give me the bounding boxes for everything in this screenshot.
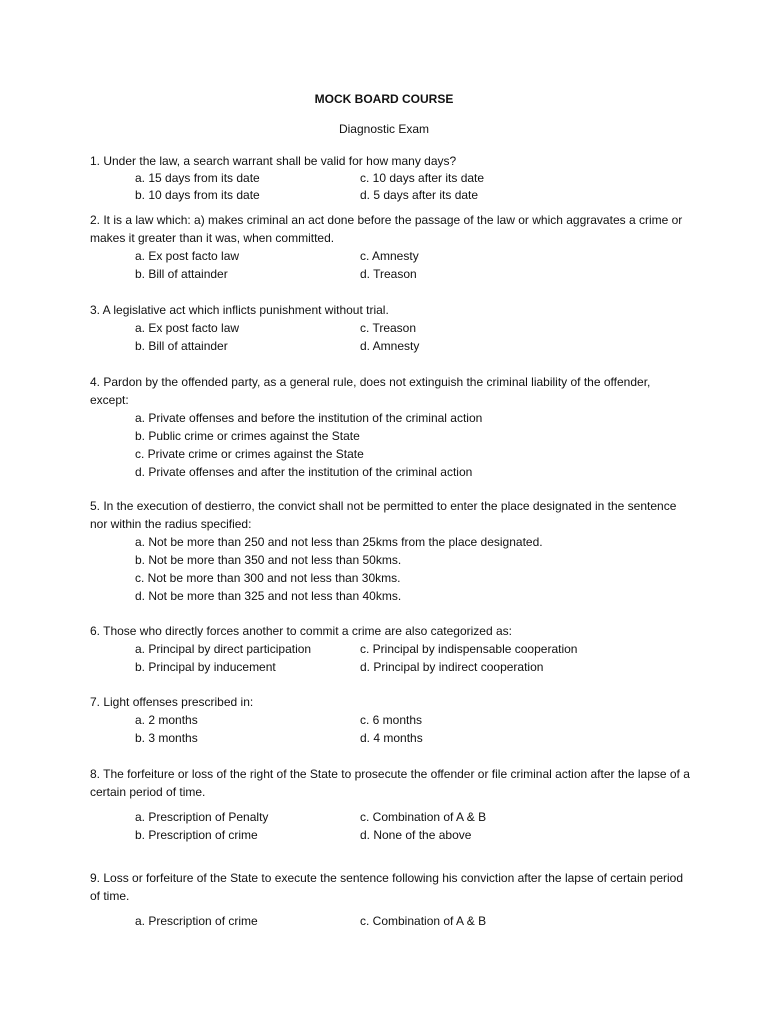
- option-c: c. Not be more than 300 and not less than 30kms.: [135, 571, 401, 585]
- question-stem: 8. The forfeiture or loss of the right of the State to prosecute the offender or file criminal action after the lapse of a certain period of time.: [90, 767, 690, 799]
- option-a: a. 2 months: [135, 713, 198, 727]
- answer-options: [135, 319, 690, 355]
- option-b: b. Bill of attainder: [135, 267, 228, 281]
- option-b: b. 10 days from its date: [135, 188, 260, 202]
- question-1: [90, 152, 690, 204]
- question-stem: 1. Under the law, a search warrant shall be valid for how many days?: [90, 154, 457, 168]
- question-9: [90, 869, 690, 930]
- question-stem: 6. Those who directly forces another to commit a crime are also categorized as:: [90, 624, 512, 638]
- option-a: a. Ex post facto law: [135, 249, 240, 263]
- option-d: d. Treason: [360, 267, 417, 281]
- question-stem: 3. A legislative act which inflicts punishment without trial.: [90, 303, 389, 317]
- option-a: a. Prescription of crime: [135, 914, 258, 928]
- option-d: d. Not be more than 325 and not less than 40kms.: [135, 589, 402, 603]
- option-c: c. Amnesty: [360, 249, 419, 263]
- option-d: d. None of the above: [360, 828, 472, 842]
- option-a: a. Prescription of Penalty: [135, 810, 269, 824]
- answer-options: [135, 640, 690, 676]
- question-stem: 2. It is a law which: a) makes criminal an act done before the passage of the law or which aggravates a crime or makes it greater than it was, when committed.: [90, 213, 683, 245]
- question-stem: 7. Light offenses prescribed in:: [90, 695, 254, 709]
- option-b: b. Prescription of crime: [135, 828, 258, 842]
- answer-options: [135, 711, 690, 747]
- answer-options: [135, 247, 690, 283]
- answer-options: [135, 409, 690, 481]
- question-6: [90, 622, 690, 676]
- question-8: [90, 765, 690, 844]
- option-a: a. 15 days from its date: [135, 171, 260, 185]
- option-b: b. Public crime or crimes against the State: [135, 429, 360, 443]
- option-d: d. Private offenses and after the institution of the criminal action: [135, 465, 473, 479]
- option-c: c. Private crime or crimes against the State: [135, 447, 364, 461]
- option-b: b. Not be more than 350 and not less than 50kms.: [135, 553, 402, 567]
- option-a: a. Not be more than 250 and not less than 25kms from the place designated.: [135, 535, 543, 549]
- option-c: c. Treason: [360, 321, 417, 335]
- option-b: b. Principal by inducement: [135, 660, 276, 674]
- option-b: b. 3 months: [135, 731, 198, 745]
- option-d: d. 5 days after its date: [360, 188, 479, 202]
- option-d: d. Principal by indirect cooperation: [360, 660, 544, 674]
- document-title: MOCK BOARD COURSE: [314, 92, 454, 106]
- question-4: [90, 373, 690, 481]
- option-a: a. Private offenses and before the institution of the criminal action: [135, 411, 483, 425]
- answer-options: [135, 912, 690, 930]
- question-2: [90, 211, 690, 283]
- option-c: c. Combination of A & B: [360, 914, 487, 928]
- question-7: [90, 693, 690, 747]
- option-d: d. 4 months: [360, 731, 423, 745]
- option-c: c. 6 months: [360, 713, 423, 727]
- question-stem: 5. In the execution of destierro, the convict shall not be permitted to enter the place designated in the sentence nor within the radius specified:: [90, 499, 677, 531]
- question-stem: 4. Pardon by the offended party, as a general rule, does not extinguish the criminal liability of the offender, except:: [90, 375, 651, 407]
- option-c: c. Combination of A & B: [360, 810, 487, 824]
- answer-options: [135, 170, 690, 204]
- question-stem: 9. Loss or forfeiture of the State to execute the sentence following his conviction after the lapse of certain period of time.: [90, 871, 684, 903]
- option-d: d. Amnesty: [360, 339, 420, 353]
- question-3: [90, 301, 690, 355]
- answer-options: [135, 533, 690, 605]
- option-b: b. Bill of attainder: [135, 339, 228, 353]
- option-c: c. Principal by indispensable cooperation: [360, 642, 578, 656]
- option-a: a. Ex post facto law: [135, 321, 240, 335]
- option-c: c. 10 days after its date: [360, 171, 485, 185]
- question-5: [90, 497, 690, 605]
- answer-options: [135, 808, 690, 844]
- option-a: a. Principal by direct participation: [135, 642, 312, 656]
- document-subtitle: Diagnostic Exam: [338, 122, 430, 136]
